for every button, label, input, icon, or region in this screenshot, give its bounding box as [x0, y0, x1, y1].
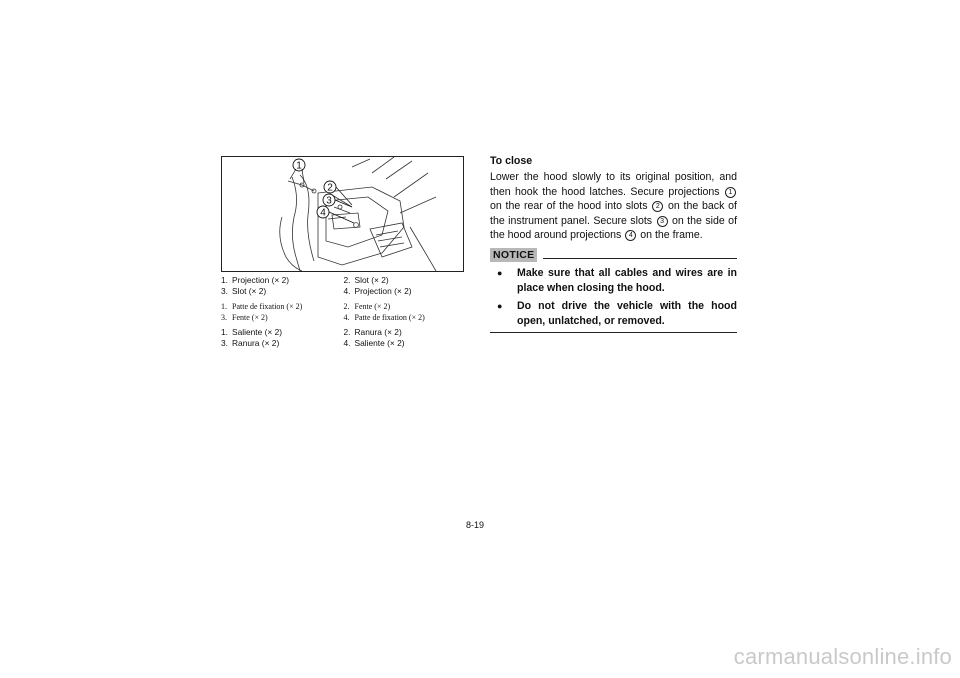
callout-2: 2	[327, 182, 333, 194]
caption-num: 2.	[343, 327, 351, 337]
callout-4: 4	[320, 207, 326, 219]
caption-num: 4.	[343, 286, 351, 296]
callout-1: 1	[296, 160, 302, 172]
caption-num: 1.	[221, 275, 228, 285]
caption-row	[221, 338, 466, 349]
caption-num: 1.	[221, 302, 227, 311]
caption-num: 4.	[343, 338, 351, 348]
caption-text: Fente (× 2)	[354, 302, 391, 311]
notice-rule	[543, 258, 737, 259]
caption-text: Slot (× 2)	[354, 275, 389, 285]
ref-callout-2: 2	[652, 201, 663, 212]
captions-french	[221, 301, 466, 323]
hood-illustration	[221, 156, 464, 272]
caption-num: 3.	[221, 313, 227, 322]
caption-text: Projection (× 2)	[354, 286, 412, 296]
bullet-icon: ●	[497, 301, 503, 312]
section-title: To close	[490, 155, 533, 167]
hood-line-drawing	[222, 157, 463, 271]
ref-callout-4: 4	[625, 230, 636, 241]
notice-badge: NOTICE	[490, 248, 537, 262]
caption-row	[221, 301, 466, 312]
close-instructions: Lower the hood slowly to its original position, and then hook the hood latches. Secure projections 1 on the rear of the hood into slots 2 on the back of the instrument panel. Secure slots 3 on the side of the hood around projections 4 on the frame.	[490, 171, 738, 242]
caption-num: 3.	[221, 338, 228, 348]
caption-text: Saliente (× 2)	[354, 338, 405, 348]
ref-callout-1: 1	[725, 187, 736, 198]
caption-text: Projection (× 2)	[232, 275, 290, 285]
caption-num: 3.	[221, 286, 228, 296]
ref-callout-3: 3	[657, 216, 668, 227]
caption-text: Fente (× 2)	[232, 313, 268, 322]
caption-text: Patte de fixation (× 2)	[232, 302, 303, 311]
caption-text: Slot (× 2)	[232, 286, 267, 296]
caption-text: Ranura (× 2)	[354, 327, 402, 337]
caption-text: Saliente (× 2)	[232, 327, 283, 337]
notice-header	[490, 248, 737, 262]
notice-list	[490, 266, 737, 328]
caption-row	[221, 312, 466, 323]
caption-text: Patte de fixation (× 2)	[354, 313, 425, 322]
notice-item: ● Make sure that all cables and wires are in place when closing the hood.	[497, 266, 737, 294]
caption-text: Ranura (× 2)	[232, 338, 280, 348]
caption-num: 2.	[343, 275, 351, 285]
captions-spanish	[221, 327, 466, 349]
watermark: carmanualsonline.info	[733, 644, 952, 669]
callout-3: 3	[326, 195, 332, 207]
bullet-icon: ●	[497, 267, 503, 278]
caption-row	[221, 327, 466, 338]
caption-row	[221, 275, 466, 286]
page-number: 8-19	[466, 520, 485, 530]
notice-item: ● Do not drive the vehicle with the hood open, unlatched, or removed.	[497, 300, 737, 327]
instructions-column	[490, 154, 737, 333]
caption-num: 4.	[343, 313, 350, 322]
captions-english	[221, 275, 466, 297]
caption-row	[221, 286, 466, 297]
notice-end-rule	[490, 332, 737, 333]
caption-num: 2.	[343, 302, 350, 311]
caption-num: 1.	[221, 327, 228, 337]
